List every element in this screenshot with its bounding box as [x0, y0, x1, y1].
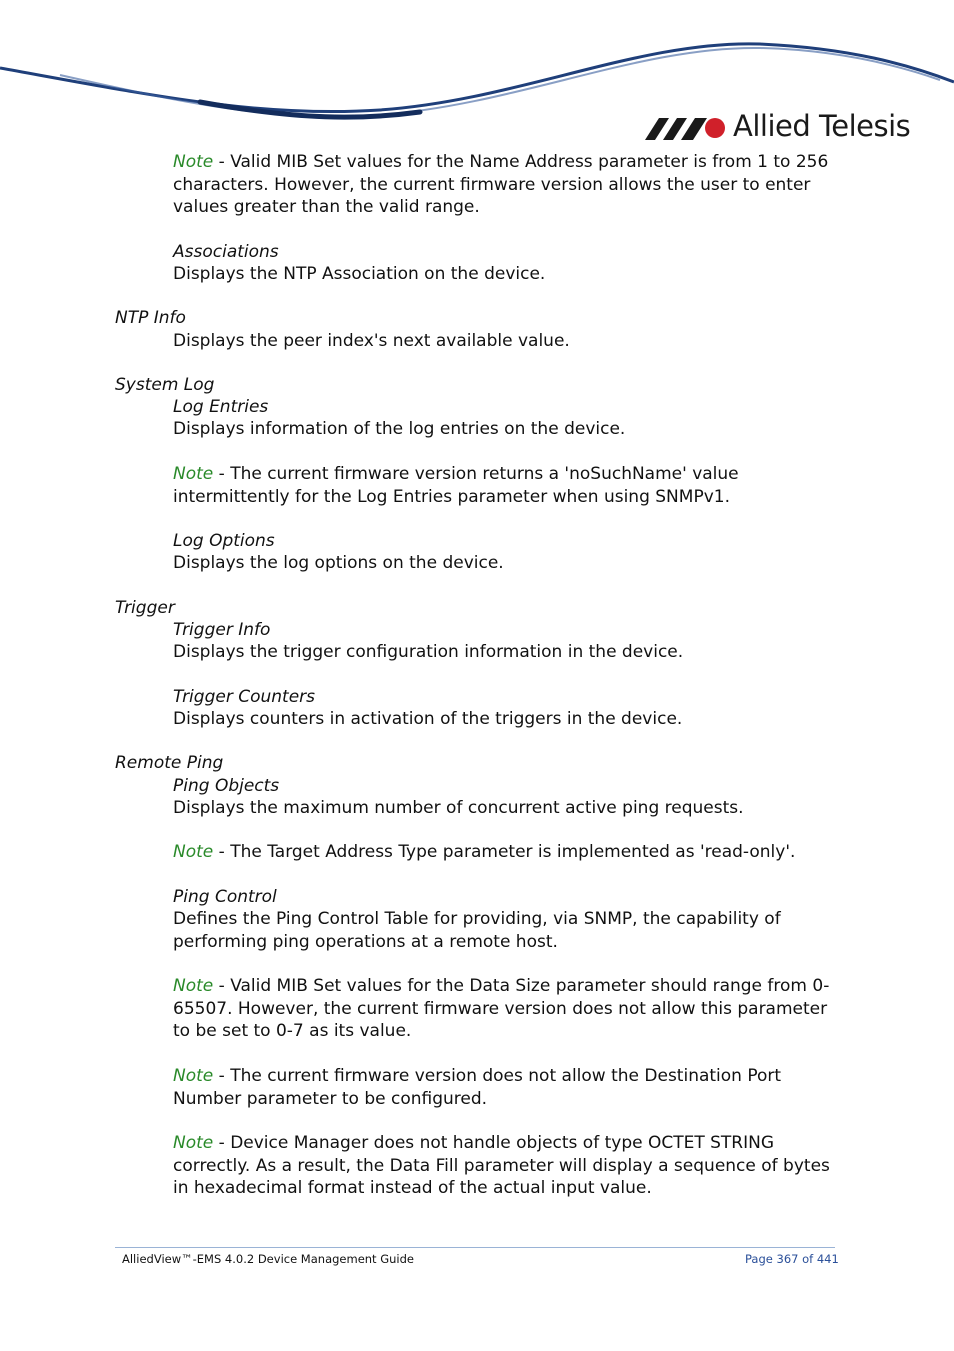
trigger-info-text: Displays the trigger configuration information in the device. [173, 642, 684, 662]
ping-objects-note [173, 841, 838, 864]
note-label: Note [173, 464, 214, 484]
trigger-counters-heading: Trigger Counters [173, 687, 316, 707]
associations-heading: Associations [173, 242, 279, 262]
footer-page-number: Page 367 of 441 [745, 1252, 839, 1266]
remote-ping-heading: Remote Ping [115, 753, 224, 773]
note-label: Note [173, 1066, 214, 1086]
log-entries-text: Displays information of the log entries on the device. [173, 419, 626, 439]
note-text: - Device Manager does not handle objects of type OCTET STRING correctly. As a result, the Data Fill parameter will display a sequence of bytes in hexadecimal format instead of the actual input value. [173, 1133, 830, 1199]
ntp-info-text: Displays the peer index's next available value. [173, 331, 570, 351]
note-text: - Valid MIB Set values for the Data Size parameter should range from 0-65507. However, the current firmware version does not allow this parameter to be set to 0-7 as its value. [173, 976, 830, 1042]
footer-divider [115, 1247, 835, 1248]
system-log-heading: System Log [115, 375, 215, 395]
note-label: Note [173, 152, 214, 172]
ping-objects-heading: Ping Objects [173, 776, 280, 796]
note-text: - Valid MIB Set values for the Name Address parameter is from 1 to 256 characters. However, the current firmware version allows the user to enter values greater than the valid range. [173, 152, 829, 218]
name-address-note [173, 151, 838, 219]
logo-mark-icon [645, 112, 727, 144]
logo-text: Allied Telesis [733, 109, 911, 143]
note-text: - The current firmware version does not allow the Destination Port Number parameter to be configured. [173, 1066, 782, 1109]
allied-telesis-logo [645, 109, 911, 146]
note-text: - The Target Address Type parameter is implemented as 'read-only'. [213, 842, 796, 862]
log-entries-heading: Log Entries [173, 397, 269, 417]
associations-text: Displays the NTP Association on the device. [173, 264, 546, 284]
footer-guide-title: AlliedView™-EMS 4.0.2 Device Management Guide [122, 1252, 414, 1266]
data-size-note [173, 975, 838, 1043]
ping-control-text: Defines the Ping Control Table for providing, via SNMP, the capability of performing ping operations at a remote host. [173, 909, 781, 952]
log-options-text: Displays the log options on the device. [173, 553, 504, 573]
note-label: Note [173, 842, 214, 862]
trigger-heading: Trigger [115, 598, 175, 618]
dest-port-note [173, 1065, 838, 1110]
note-label: Note [173, 976, 214, 996]
ping-control-heading: Ping Control [173, 887, 277, 907]
log-options-heading: Log Options [173, 531, 275, 551]
log-entries-note [173, 463, 838, 508]
octet-string-note [173, 1132, 838, 1200]
note-text: - The current firmware version returns a 'noSuchName' value intermittently for the Log Entries parameter when using SNMPv1. [173, 464, 739, 507]
trigger-info-heading: Trigger Info [173, 620, 271, 640]
ping-objects-text: Displays the maximum number of concurrent active ping requests. [173, 798, 744, 818]
note-label: Note [173, 1133, 214, 1153]
trigger-counters-text: Displays counters in activation of the triggers in the device. [173, 709, 683, 729]
ntp-info-heading: NTP Info [115, 308, 186, 328]
